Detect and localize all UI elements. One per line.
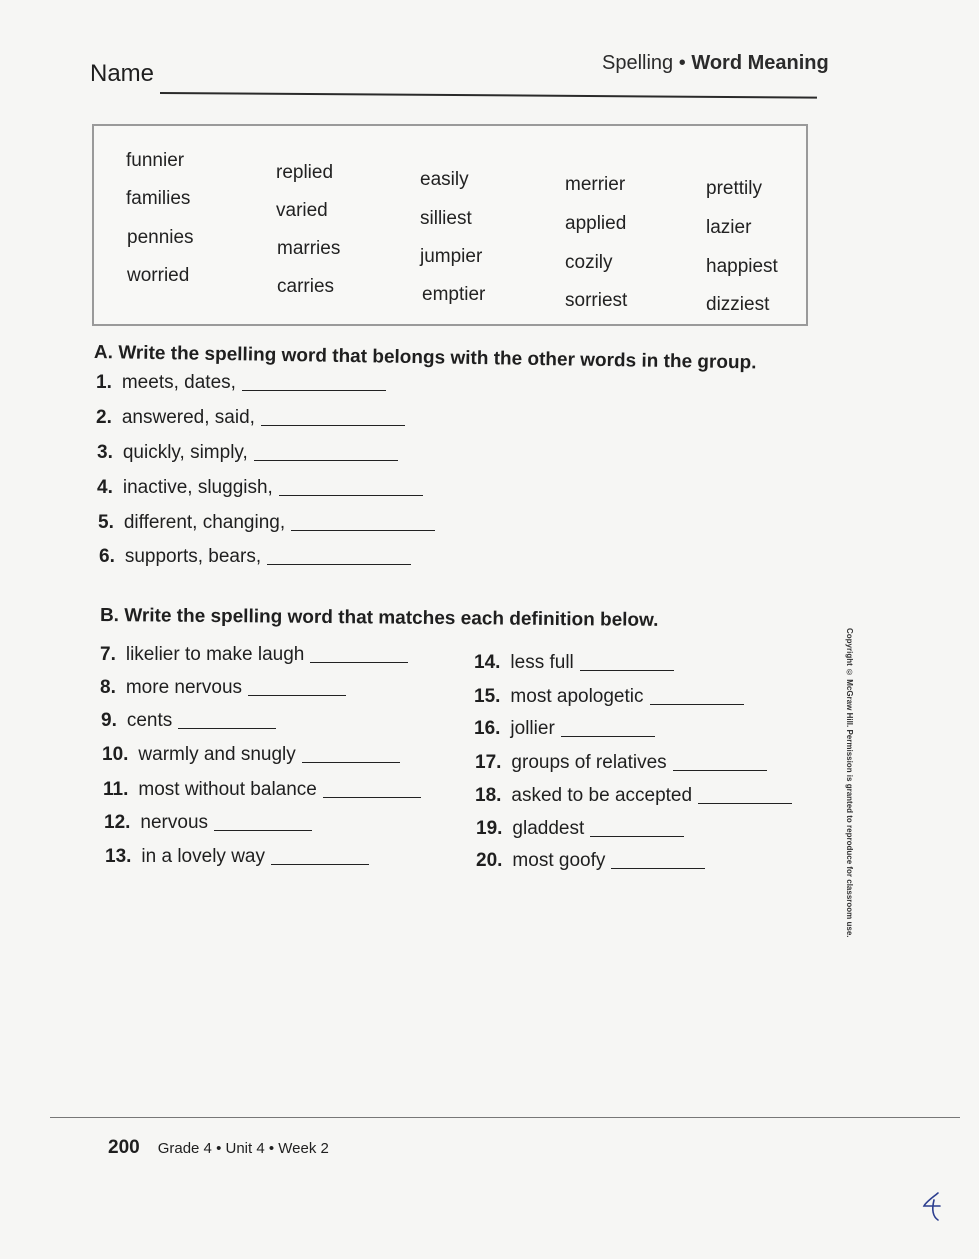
definition-text: most goofy: [512, 850, 606, 871]
word-list-item: carries: [277, 276, 335, 297]
definition-text: most apologetic: [510, 686, 644, 707]
answer-blank[interactable]: [291, 529, 435, 531]
word-list-item: marries: [277, 238, 341, 259]
question-text: answered, said,: [121, 407, 255, 428]
definition-text: gladdest: [512, 818, 585, 839]
copyright-notice: Copyright © McGraw Hill. Permission is granted to reproduce for classroom use.: [845, 628, 854, 938]
question-number: 10.: [102, 744, 129, 765]
question-number: 14.: [474, 652, 501, 673]
definition-text: more nervous: [125, 677, 243, 698]
question-item: [99, 546, 411, 568]
question-number: 20.: [476, 850, 503, 871]
word-list-item: lazier: [706, 217, 752, 238]
question-text: quickly, simply,: [122, 442, 248, 463]
word-list-item: applied: [565, 213, 627, 234]
answer-blank[interactable]: [611, 867, 705, 869]
topic-title: Word Meaning: [691, 52, 829, 74]
word-list-item: prettily: [706, 178, 762, 199]
handwritten-mark-icon: [918, 1190, 948, 1224]
answer-blank[interactable]: [580, 669, 674, 671]
question-item: [96, 407, 405, 429]
answer-blank[interactable]: [271, 863, 369, 865]
word-list-item: sorriest: [565, 290, 628, 311]
word-list-item: happiest: [706, 256, 778, 277]
definition-text: warmly and snugly: [138, 744, 296, 765]
word-list-item: merrier: [565, 174, 626, 195]
question-number: 17.: [475, 752, 502, 773]
answer-blank[interactable]: [698, 802, 792, 804]
answer-blank[interactable]: [248, 694, 346, 696]
question-number: 5.: [98, 512, 114, 533]
answer-blank[interactable]: [302, 761, 400, 763]
definition-item: [101, 710, 276, 732]
question-item: [96, 372, 386, 394]
page-topic-header: [602, 52, 829, 75]
definition-item: [476, 850, 705, 872]
answer-blank[interactable]: [178, 727, 276, 729]
definition-text: groups of relatives: [511, 752, 667, 773]
question-text: supports, bears,: [124, 546, 262, 567]
answer-blank[interactable]: [590, 835, 684, 837]
definition-text: less full: [510, 652, 574, 673]
question-number: 15.: [474, 686, 501, 707]
section-a-heading: A. Write the spelling word that belongs with the other words in the group.: [93, 342, 757, 374]
question-number: 9.: [101, 710, 117, 731]
definition-item: [476, 818, 684, 840]
answer-blank[interactable]: [254, 459, 398, 461]
page-number: 200: [108, 1137, 140, 1158]
question-number: 4.: [97, 477, 113, 498]
answer-blank[interactable]: [673, 769, 767, 771]
definition-item: [102, 744, 400, 766]
definition-text: jollier: [510, 718, 555, 739]
question-number: 16.: [474, 718, 501, 739]
question-number: 8.: [100, 677, 116, 698]
definition-item: [100, 644, 408, 666]
answer-blank[interactable]: [650, 703, 744, 705]
question-number: 13.: [105, 846, 132, 867]
question-item: [97, 477, 423, 499]
question-number: 1.: [96, 372, 112, 393]
word-list-item: emptier: [422, 284, 486, 305]
definition-item: [100, 677, 346, 699]
question-item: [97, 442, 398, 464]
word-list-item: families: [126, 188, 191, 209]
definition-text: asked to be accepted: [511, 785, 693, 806]
course-info: Grade 4 • Unit 4 • Week 2: [157, 1140, 329, 1157]
topic-separator: •: [678, 52, 686, 74]
answer-blank[interactable]: [279, 494, 423, 496]
answer-blank[interactable]: [261, 424, 405, 426]
answer-blank[interactable]: [214, 829, 312, 831]
topic-category: Spelling: [602, 52, 674, 74]
answer-blank[interactable]: [242, 389, 386, 391]
question-number: 3.: [97, 442, 113, 463]
definition-text: likelier to make laugh: [125, 644, 305, 665]
question-number: 7.: [100, 644, 116, 665]
word-list-item: cozily: [565, 252, 613, 273]
name-field-line: [160, 92, 817, 99]
word-list-item: varied: [276, 200, 328, 221]
word-list-item: worried: [127, 265, 190, 286]
word-list-item: funnier: [126, 150, 185, 171]
definition-item: [104, 812, 312, 834]
word-list-item: dizziest: [706, 294, 770, 315]
answer-blank[interactable]: [323, 796, 421, 798]
question-text: different, changing,: [123, 512, 286, 533]
question-item: [98, 512, 435, 534]
question-number: 19.: [476, 818, 503, 839]
answer-blank[interactable]: [561, 735, 655, 737]
definition-text: most without balance: [138, 779, 317, 800]
word-list-item: silliest: [420, 208, 472, 229]
word-list-item: replied: [276, 162, 334, 183]
footer-divider: [50, 1117, 960, 1118]
word-list-item: jumpier: [420, 246, 483, 267]
answer-blank[interactable]: [267, 563, 411, 565]
definition-item: [474, 686, 744, 708]
page-footer: [108, 1137, 329, 1159]
definition-text: cents: [126, 710, 173, 731]
spelling-word-box: [92, 124, 808, 326]
question-number: 2.: [96, 407, 112, 428]
answer-blank[interactable]: [310, 661, 408, 663]
definition-text: nervous: [140, 812, 209, 833]
word-list-item: easily: [420, 169, 469, 190]
question-text: meets, dates,: [121, 372, 236, 393]
section-b-heading: B. Write the spelling word that matches each definition below.: [99, 605, 659, 631]
name-label: Name: [90, 60, 155, 87]
definition-item: [475, 785, 792, 807]
definition-item: [103, 779, 421, 801]
question-number: 18.: [475, 785, 502, 806]
definition-item: [474, 652, 674, 674]
definition-item: [105, 846, 369, 868]
definition-item: [475, 752, 767, 774]
question-number: 12.: [104, 812, 131, 833]
definition-item: [474, 718, 655, 740]
word-list-item: pennies: [127, 227, 194, 248]
question-number: 6.: [99, 546, 115, 567]
question-number: 11.: [103, 779, 129, 800]
question-text: inactive, sluggish,: [122, 477, 273, 498]
definition-text: in a lovely way: [141, 846, 265, 867]
